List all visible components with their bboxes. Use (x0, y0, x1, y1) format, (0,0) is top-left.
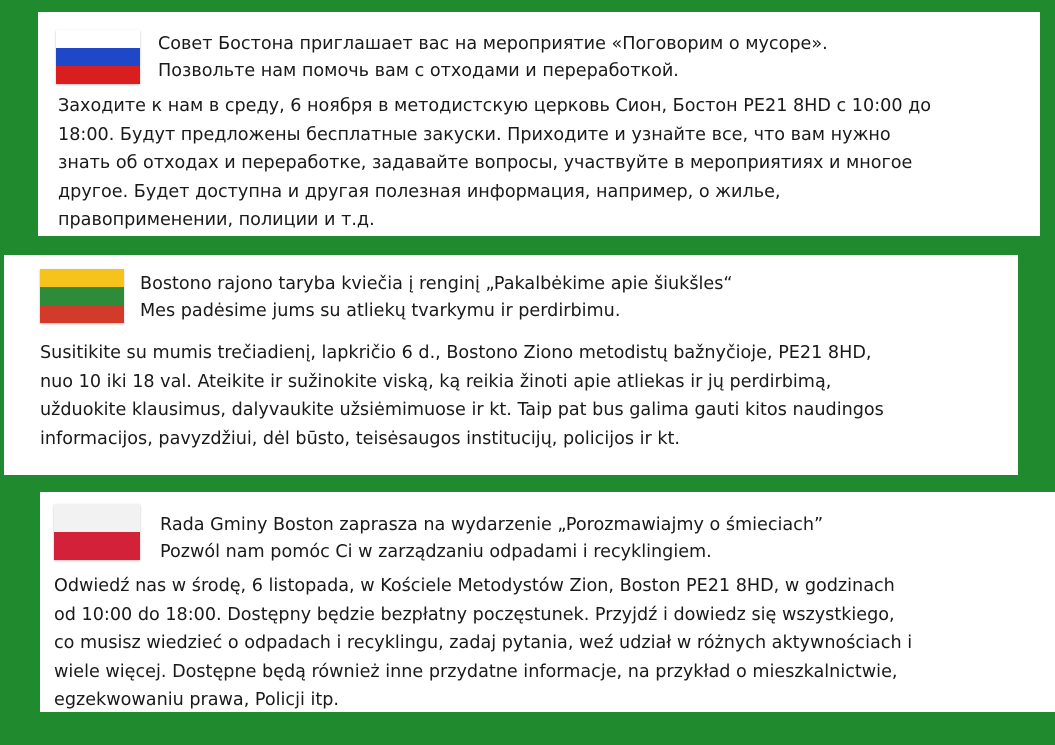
flag-stripe (40, 269, 124, 287)
body-line: другое. Будет доступна и другая полезная информация, например, о жилье, (58, 181, 781, 202)
flag-stripe (56, 48, 140, 66)
lithuanian-headline (140, 271, 733, 325)
body-line: užduokite klausimus, dalyvaukite užsiėmimuose ir kt. Taip pat bus galima gauti kitos naudingos (40, 400, 884, 420)
flag-stripe (56, 30, 140, 48)
flag-stripe (54, 532, 140, 560)
russia-flag-icon (56, 30, 140, 84)
headline-line: Rada Gminy Boston zaprasza na wydarzenie „Porozmawiajmy o śmieciach” (160, 515, 824, 535)
body-line: знать об отходах и переработке, задавайте вопросы, участвуйте в мероприятиях и многое (58, 153, 913, 173)
body-line: Susitikite su mumis trečiadienį, lapkričio 6 d., Bostono Ziono metodistų bažnyčioje, PE21 8HD, (40, 343, 872, 363)
body-line: od 10:00 do 18:00. Dostępny będzie bezpłatny poczęstunek. Przyjdź i dowiedz się wszystkiego, (54, 604, 895, 625)
flag-stripe (40, 287, 124, 305)
lithuanian-body (40, 339, 884, 453)
russian-notice-card (38, 12, 1040, 236)
body-line: Заходите к нам в среду, 6 ноября в методистскую церковь Сион, Бостон PE21 8HD с 10:00 до (58, 96, 932, 116)
polish-notice-card (40, 492, 1055, 712)
body-line: informacijos, pavyzdžiui, dėl būsto, teisėsaugos institucijų, policijos ir kt. (40, 428, 681, 449)
headline-line: Bostono rajono taryba kviečia į renginį „Pakalbėkime apie šiukšles“ (140, 274, 733, 294)
body-line: 18:00. Будут предложены бесплатные закуски. Приходите и узнайте все, что вам нужно (58, 124, 891, 145)
lithuania-flag-icon (40, 269, 124, 323)
russian-headline (158, 31, 828, 85)
headline-line: Pozwól nam pomóc Ci w zarządzaniu odpadami i recyklingiem. (160, 542, 712, 562)
body-line: правоприменении, полиции и т.д. (58, 210, 375, 230)
polish-body (54, 572, 912, 715)
lithuanian-notice-card (4, 255, 1018, 475)
flag-stripe (56, 66, 140, 84)
body-line: co musisz wiedzieć o odpadach i recyklingu, zadaj pytania, weź udział w różnych aktywnościach i (54, 633, 913, 653)
russian-body (58, 92, 931, 235)
headline-line: Mes padėsime jums su atliekų tvarkymu ir perdirbimu. (140, 301, 621, 321)
body-line: wiele więcej. Dostępne będą również inne przydatne informacje, na przykład o mieszkalnictwie, (54, 661, 898, 682)
flag-stripe (40, 305, 124, 323)
body-line: egzekwowaniu prawa, Policji itp. (54, 690, 339, 710)
poland-flag-icon (54, 504, 140, 560)
body-line: Odwiedź nas w środę, 6 listopada, w Kościele Metodystów Zion, Boston PE21 8HD, w godzinach (54, 576, 895, 596)
body-line: nuo 10 iki 18 val. Ateikite ir sužinokite viską, ką reikia žinoti apie atliekas ir jų perdirbimą, (40, 371, 832, 392)
polish-headline (160, 512, 823, 566)
headline-line: Совет Бостона приглашает вас на мероприятие «Поговорим о мусоре». (158, 34, 828, 54)
flag-stripe (54, 504, 140, 532)
headline-line: Позвольте нам помочь вам с отходами и переработкой. (158, 61, 679, 81)
